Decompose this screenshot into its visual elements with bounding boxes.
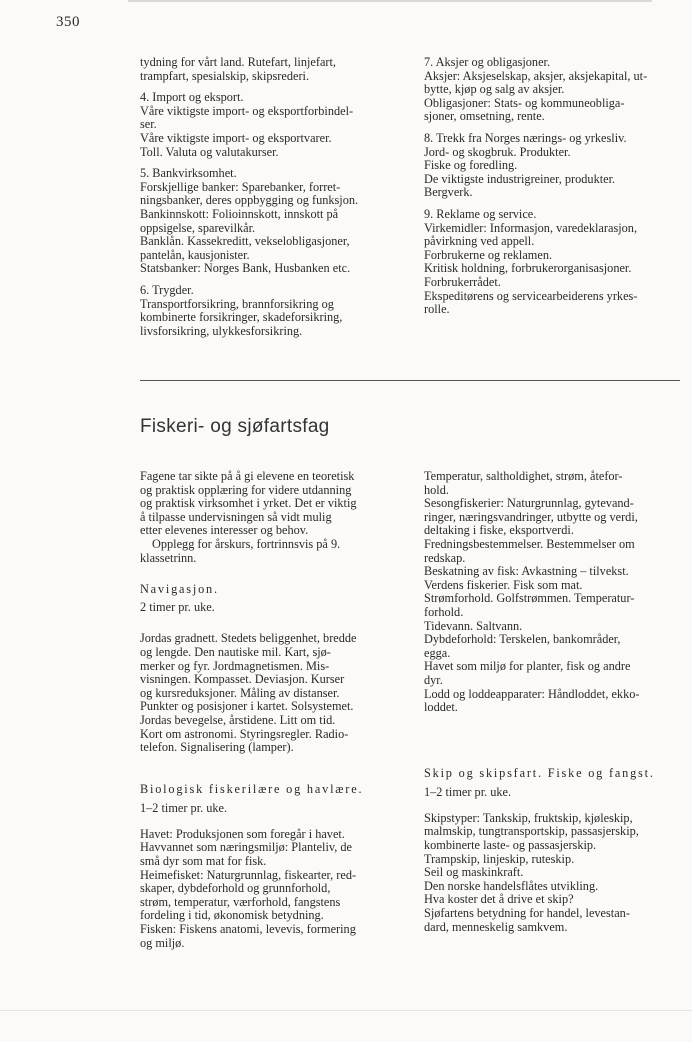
text-line: forhold. bbox=[424, 604, 464, 619]
text-line: Statsbanker: Norges Bank, Husbanken etc. bbox=[140, 261, 351, 276]
text-line: Sesongfiskerier: Naturgrunnlag, gytevand- bbox=[424, 496, 634, 511]
text-line: merker og fyr. Jordmagnetismen. Mis- bbox=[140, 658, 330, 673]
text-line: Verdens fiskerier. Fisk som mat. bbox=[424, 577, 583, 592]
text-line: påvirkning ved appell. bbox=[424, 234, 535, 249]
section-heading: Fiskeri- og sjøfartsfag bbox=[140, 416, 330, 437]
section-advertising bbox=[424, 208, 682, 317]
section-title: 7. Aksjer og obligasjoner. bbox=[424, 55, 551, 69]
text-line: Kritisk holdning, forbrukerorganisasjoner. bbox=[424, 261, 632, 276]
section-banking bbox=[140, 167, 398, 276]
section-title: 5. Bankvirksomhet. bbox=[140, 166, 237, 181]
section-shares-bonds bbox=[424, 56, 682, 124]
text-line: og praktisk opplæring for videre utdanning bbox=[140, 482, 352, 497]
text-line: Aksjer: Aksjeselskap, aksjer, aksjekapital, ut- bbox=[424, 68, 648, 83]
text-line: og miljø. bbox=[140, 935, 185, 950]
biology-body bbox=[140, 828, 396, 950]
text-line: ringer, næringsvandringer, utbytte og verdi, bbox=[424, 509, 638, 524]
text-line: Beskatning av fisk: Avkastning – tilvekst. bbox=[424, 564, 629, 579]
page-number: 350 bbox=[56, 14, 80, 30]
section-title: 4. Import og eksport. bbox=[140, 90, 244, 105]
subject-title: Biologisk fiskerilære og havlære. bbox=[140, 781, 364, 796]
text-line: strøm, temperatur, værforhold, fangstens bbox=[140, 894, 341, 909]
text-line: Forbrukerne og reklamen. bbox=[424, 247, 553, 262]
text-line: Skipstyper: Tankskip, fruktskip, kjøleskip, bbox=[424, 810, 633, 825]
section-import-export bbox=[140, 91, 398, 159]
text-line: Tidevann. Saltvann. bbox=[424, 618, 523, 633]
text-line: De viktigste industrigreiner, produkter. bbox=[424, 171, 616, 186]
section-insurance bbox=[140, 284, 398, 338]
text-line: små dyr som mat for fisk. bbox=[140, 854, 267, 869]
text-line: dyr. bbox=[424, 672, 443, 687]
text-line: Fagene tar sikte på å gi elevene en teoretisk bbox=[140, 469, 355, 483]
bottom-right-column bbox=[424, 470, 682, 942]
navigation-body bbox=[140, 632, 396, 754]
section-title: 6. Trygder. bbox=[140, 282, 194, 297]
text-line: Temperatur, saltholdighet, strøm, åtefor- bbox=[424, 469, 623, 483]
text-line: visningen. Kompasset. Deviasjon. Kurser bbox=[140, 672, 345, 687]
text-line: klassetrinn. bbox=[140, 550, 197, 565]
text-line: tydning for vårt land. Rutefart, linjefart, bbox=[140, 55, 337, 69]
text-line: kombinerte laste- og passasjerskip. bbox=[424, 838, 597, 853]
text-line: og kursreduksjoner. Måling av distanser. bbox=[140, 685, 340, 700]
text-line: trampfart, spesialskip, skipsrederi. bbox=[140, 68, 310, 83]
text-line: kombinerte forsikringer, skadeforsikring, bbox=[140, 310, 343, 325]
text-line: bytte, kjøp og salg av aksjer. bbox=[424, 82, 565, 97]
section-divider bbox=[140, 380, 680, 381]
text-line: Bankinnskott: Folioinnskott, innskott på bbox=[140, 206, 339, 221]
text-line: og praktisk virksomhet i yrket. Det er viktig bbox=[140, 496, 357, 511]
text-line: livsforsikring, ulykkesforsikring. bbox=[140, 323, 303, 338]
top-right-column bbox=[424, 56, 682, 325]
text-line: pantelån, kausjonister. bbox=[140, 247, 250, 262]
text-line: Forbrukerrådet. bbox=[424, 274, 501, 289]
text-line: redskap. bbox=[424, 550, 466, 565]
text-line: Transportforsikring, brannforsikring og bbox=[140, 296, 334, 311]
text-line: Heimefisket: Naturgrunnlag, fiskearter, red- bbox=[140, 867, 357, 882]
text-line: Hva koster det å drive et skip? bbox=[424, 892, 574, 907]
text-line: egga. bbox=[424, 645, 451, 660]
hours-per-week: 1–2 timer pr. uke. bbox=[140, 801, 228, 816]
text-line: Trampskip, linjeskip, ruteskip. bbox=[424, 851, 575, 866]
biology-continued-body bbox=[424, 470, 682, 715]
text-line: Våre viktigste import- og eksportforbindel- bbox=[140, 103, 354, 118]
page-fold-line bbox=[0, 1010, 692, 1011]
text-line: fordeling i tid, økonomisk betydning. bbox=[140, 908, 324, 923]
top-left-column bbox=[140, 56, 398, 346]
text-line: malmskip, tungtransportskip, passasjerskip, bbox=[424, 824, 639, 839]
text-line: Jordas bevegelse, årstidene. Litt om tid. bbox=[140, 712, 336, 727]
text-line: ser. bbox=[140, 117, 157, 132]
text-line: skaper, dybdeforhold og grunnforhold, bbox=[140, 881, 331, 896]
text-line: Sjøfartens betydning for handel, levestan- bbox=[424, 906, 630, 921]
text-line: Ekspeditørens og servicearbeiderens yrkes- bbox=[424, 288, 638, 303]
subject-biology-header bbox=[140, 783, 396, 816]
shipping-body bbox=[424, 812, 682, 934]
intro-paragraph bbox=[140, 470, 396, 538]
text-line: Kort om astronomi. Styringsregler. Radio- bbox=[140, 726, 349, 741]
text-line: Dybdeforhold: Terskelen, bankområder, bbox=[424, 632, 621, 647]
text-line: rolle. bbox=[424, 302, 450, 317]
text-line: Den norske handelsflåtes utvikling. bbox=[424, 878, 599, 893]
section-industry bbox=[424, 132, 682, 200]
text-line: Fiske og foredling. bbox=[424, 158, 518, 173]
top-edge-rule bbox=[128, 0, 652, 2]
plan-paragraph bbox=[140, 538, 396, 565]
text-line: etter elevenes interesser og behov. bbox=[140, 523, 309, 538]
text-line: Punkter og posisjoner i kartet. Solsystemet. bbox=[140, 699, 354, 714]
paragraph-shipping-cont bbox=[140, 56, 398, 83]
text-line: hold. bbox=[424, 482, 449, 497]
text-line: Forskjellige banker: Sparebanker, forret- bbox=[140, 179, 341, 194]
section-title: 9. Reklame og service. bbox=[424, 206, 537, 221]
bottom-left-column bbox=[140, 470, 396, 958]
text-line: Obligasjoner: Stats- og kommuneobliga- bbox=[424, 95, 625, 110]
text-line: Strømforhold. Golfstrømmen. Temperatur- bbox=[424, 591, 635, 606]
text-line: Bergverk. bbox=[424, 185, 473, 200]
text-line: Havet: Produksjonen som foregår i havet. bbox=[140, 826, 345, 841]
subject-navigation-header bbox=[140, 583, 396, 614]
text-line: dard, menneskelig samkvem. bbox=[424, 919, 568, 934]
text-line: Banklån. Kassekreditt, vekselobligasjoner, bbox=[140, 234, 350, 249]
text-line: Opplegg for årskurs, fortrinnsvis på 9. bbox=[152, 536, 341, 551]
subject-title: Navigasjon. bbox=[140, 582, 219, 597]
text-line: oppsigelse, sparevilkår. bbox=[140, 220, 256, 235]
text-line: og lengde. Den nautiske mil. Kart, sjø- bbox=[140, 644, 331, 659]
text-line: Våre viktigste import- og eksportvarer. bbox=[140, 130, 332, 145]
subject-title: Skip og skipsfart. Fiske og fangst. bbox=[424, 765, 655, 780]
text-line: Fisken: Fiskens anatomi, levevis, formering bbox=[140, 922, 356, 937]
text-line: Jordas gradnett. Stedets beliggenhet, bredde bbox=[140, 631, 357, 646]
text-line: Seil og maskinkraft. bbox=[424, 865, 524, 880]
hours-per-week: 2 timer pr. uke. bbox=[140, 599, 215, 614]
subject-shipping-header bbox=[424, 767, 682, 800]
text-line: å tilpasse undervisningen så vidt mulig bbox=[140, 509, 332, 524]
hours-per-week: 1–2 timer pr. uke. bbox=[424, 785, 512, 800]
text-line: Toll. Valuta og valutakurser. bbox=[140, 144, 279, 159]
text-line: Havet som miljø for planter, fisk og andre bbox=[424, 659, 631, 674]
text-line: sjoner, omsetning, rente. bbox=[424, 109, 545, 124]
text-line: ningsbanker, deres oppbygging og funksjon. bbox=[140, 193, 359, 208]
text-line: telefon. Signalisering (lamper). bbox=[140, 740, 294, 755]
text-line: Virkemidler: Informasjon, varedeklarasjon, bbox=[424, 220, 638, 235]
text-line: Lodd og loddeapparater: Håndloddet, ekko- bbox=[424, 686, 640, 701]
text-line: Jord- og skogbruk. Produkter. bbox=[424, 144, 571, 159]
text-line: Fredningsbestemmelser. Bestemmelser om bbox=[424, 536, 635, 551]
text-line: loddet. bbox=[424, 700, 458, 715]
text-line: Havvannet som næringsmiljø: Planteliv, de bbox=[140, 840, 352, 855]
text-line: deltaking i fiske, eksportverdi. bbox=[424, 523, 574, 538]
section-title: 8. Trekk fra Norges nærings- og yrkesliv. bbox=[424, 130, 627, 145]
